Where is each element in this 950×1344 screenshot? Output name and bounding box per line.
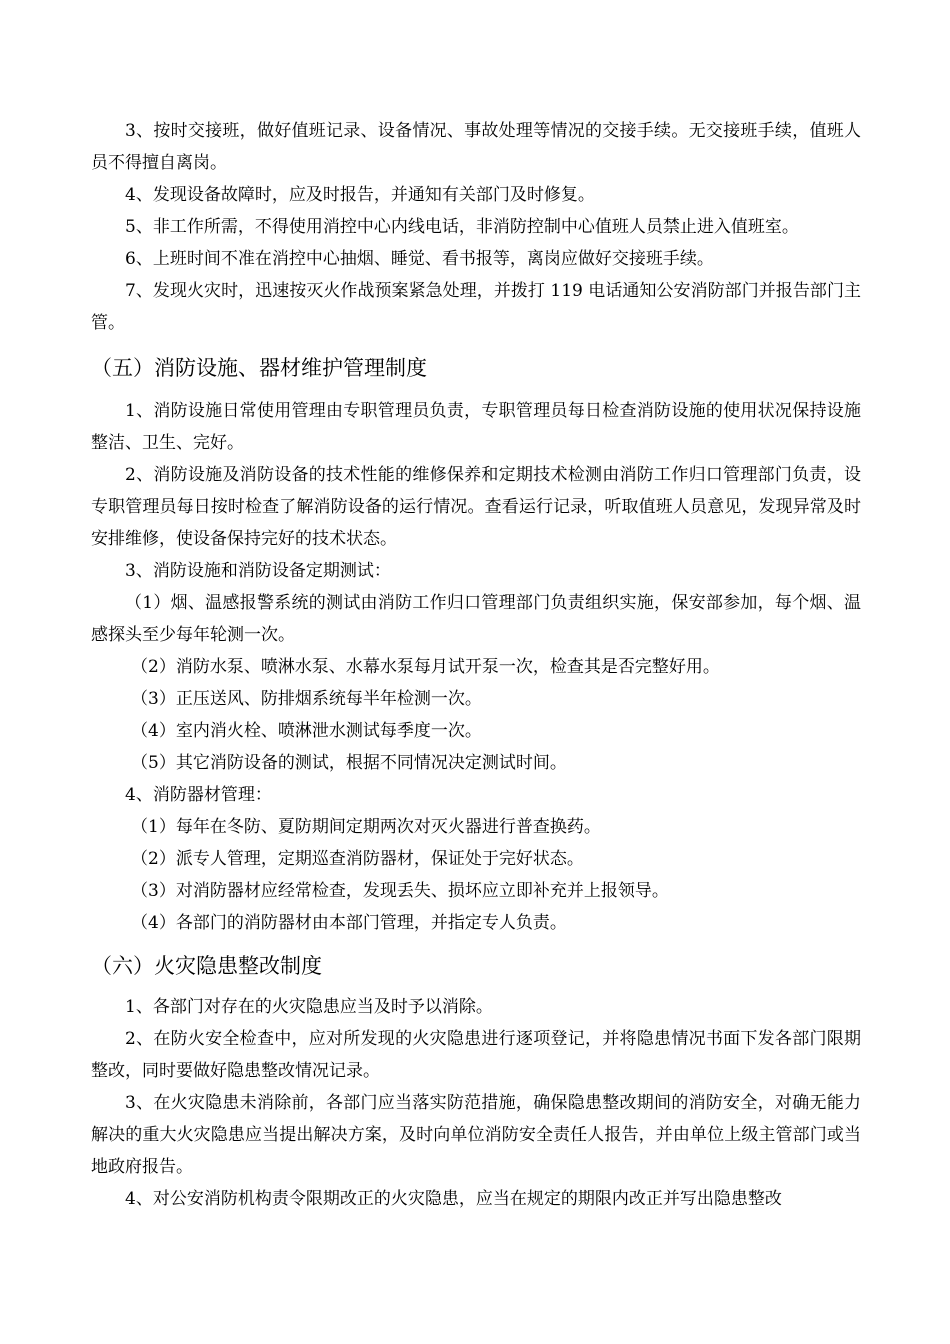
facility-item-1: 1、消防设施日常使用管理由专职管理员负责，专职管理员每日检查消防设施的使用状况保持设施整洁、卫生、完好。 (91, 401, 861, 453)
document-page (91, 115, 861, 1215)
rule-item-5: 5、非工作所需，不得使用消控中心内线电话，非消防控制中心值班人员禁止进入值班室。 (125, 217, 799, 237)
rule-item-7: 7、发现火灾时，迅速按灭火作战预案紧急处理，并拨打 119 电话通知公安消防部门并报告部门主管。 (91, 281, 861, 333)
rule-item-4: 4、发现设备故障时，应及时报告，并通知有关部门及时修复。 (125, 185, 595, 205)
rule-item-6: 6、上班时间不准在消控中心抽烟、睡觉、看书报等，离岗应做好交接班手续。 (125, 249, 714, 269)
facility-item-2: 2、消防设施及消防设备的技术性能的维修保养和定期技术检测由消防工作归口管理部门负责，设专职管理员每日按时检查了解消防设备的运行情况。查看运行记录，听取值班人员意见，发现异常及时安排维修，使设备保持完好的技术状态。 (91, 465, 861, 549)
section-five-title: （五）消防设施、器材维护管理制度 (91, 356, 427, 380)
hazard-item-1: 1、各部门对存在的火灾隐患应当及时予以消除。 (125, 997, 493, 1017)
section-five (91, 395, 861, 939)
facility-item-3: 3、消防设施和消防设备定期测试： (125, 561, 391, 581)
test-item-2: （2）消防水泵、喷淋水泵、水幕水泵每月试开泵一次，检查其是否完整好用。 (131, 657, 720, 677)
test-item-4: （4）室内消火栓、喷淋泄水测试每季度一次。 (131, 721, 482, 741)
test-item-5: （5）其它消防设备的测试，根据不同情况决定测试时间。 (131, 753, 567, 773)
test-item-1: （1）烟、温感报警系统的测试由消防工作归口管理部门负责组织实施，保安部参加，每个烟、温感探头至少每年轮测一次。 (91, 593, 861, 645)
test-item-3: （3）正压送风、防排烟系统每半年检测一次。 (131, 689, 482, 709)
hazard-item-3: 3、在火灾隐患未消除前，各部门应当落实防范措施，确保隐患整改期间的消防安全，对确无能力解决的重大火灾隐患应当提出解决方案，及时向单位消防安全责任人报告，并由单位上级主管部门或当地政府报告。 (91, 1093, 861, 1177)
equipment-item-4: （4）各部门的消防器材由本部门管理，并指定专人负责。 (131, 913, 567, 933)
equipment-item-1: （1）每年在冬防、夏防期间定期两次对灭火器进行普查换药。 (131, 817, 601, 837)
section-previous (91, 115, 861, 339)
rule-item-3: 3、按时交接班，做好值班记录、设备情况、事故处理等情况的交接手续。无交接班手续，值班人员不得擅自离岗。 (91, 121, 861, 173)
equipment-item-3: （3）对消防器材应经常检查，发现丢失、损坏应立即补充并上报领导。 (131, 881, 669, 901)
section-six (91, 991, 861, 1215)
hazard-item-4: 4、对公安消防机构责令限期改正的火灾隐患，应当在规定的期限内改正并写出隐患整改 (125, 1189, 782, 1209)
hazard-item-2: 2、在防火安全检查中，应对所发现的火灾隐患进行逐项登记，并将隐患情况书面下发各部门限期整改，同时要做好隐患整改情况记录。 (91, 1029, 861, 1081)
equipment-item-2: （2）派专人管理，定期巡查消防器材，保证处于完好状态。 (131, 849, 584, 869)
equipment-title: 4、消防器材管理： (125, 785, 272, 805)
section-six-title: （六）火灾隐患整改制度 (91, 954, 322, 978)
